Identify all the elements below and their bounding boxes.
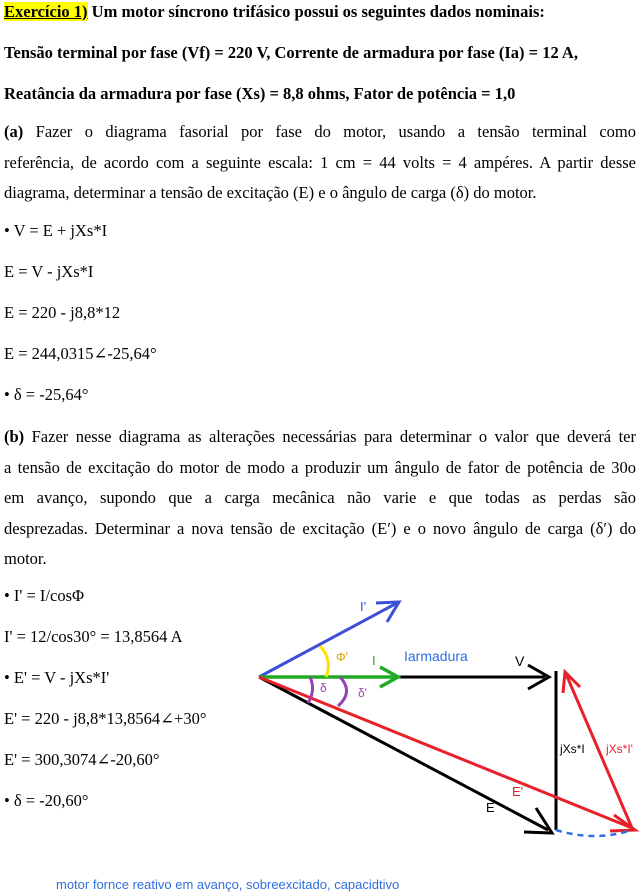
part-b-text-2: a tensão de excitação do motor de modo a produzir um ângulo de fator de potência de 30o bbox=[4, 457, 636, 477]
label-jxsi: jXs*I bbox=[560, 742, 585, 756]
exercise-label: Exercício 1) bbox=[4, 2, 88, 21]
solution-b-line-5: E' = 300,3074∠-20,60° bbox=[4, 750, 160, 769]
solution-b-line-3: • E' = V - jXs*I' bbox=[4, 668, 110, 687]
part-a-tag: (a) bbox=[4, 122, 24, 141]
part-b-text-3: em avanço, supondo que a carga mecânica não varie e que todas as perdas são bbox=[4, 488, 636, 507]
solution-a-line-1: • V = E + jXs*I bbox=[4, 221, 108, 240]
data-line-1: Tensão terminal por fase (Vf) = 220 V, Corrente de armadura por fase (Ia) = 12 A, bbox=[4, 43, 578, 62]
label-jxsi-prime: jXs*I' bbox=[606, 742, 633, 756]
exercise-title: Um motor síncrono trifásico possui os seguintes dados nominais: bbox=[87, 2, 545, 21]
solution-b-line-1: • I' = I/cosΦ bbox=[4, 586, 85, 605]
part-a-text-1: Fazer o diagrama fasorial por fase do motor, usando a tensão terminal como bbox=[35, 122, 637, 141]
phi-prime-arc bbox=[320, 646, 328, 677]
part-a-text-3: diagrama, determinar a tensão de excitação (E) e o ângulo de carga (δ) do motor. bbox=[4, 183, 537, 202]
solution-a-line-2: E = V - jXs*I bbox=[4, 262, 94, 281]
label-phi-prime: Φ' bbox=[336, 650, 348, 664]
note-text: motor fornce reativo em avanço, sobreexcitado, capacidtivo bbox=[56, 877, 400, 892]
part-a-text-2: referência, de acordo com a seguinte escala: 1 cm = 44 volts = 4 ampéres. A partir desse bbox=[4, 152, 636, 172]
label-i: I bbox=[372, 653, 376, 668]
solution-b-line-2: I' = 12/cos30° = 13,8564 A bbox=[4, 627, 183, 646]
solution-b-line-6: • δ = -20,60° bbox=[4, 791, 89, 810]
label-delta: δ bbox=[320, 681, 327, 695]
e-phasor bbox=[259, 677, 552, 833]
part-b-text-5: motor. bbox=[4, 549, 47, 568]
label-iarmadura: Iarmadura bbox=[404, 648, 468, 664]
solution-a-line-4: E = 244,0315∠-25,64° bbox=[4, 344, 157, 363]
label-e: E bbox=[486, 800, 495, 815]
solution-a-line-5: • δ = -25,64° bbox=[4, 385, 89, 404]
label-i-prime: I' bbox=[360, 599, 367, 614]
label-e-prime: E' bbox=[512, 784, 524, 799]
part-b-text-1: Fazer nesse diagrama as alterações necessárias para determinar o valor que deverá ter bbox=[24, 427, 636, 446]
label-v: V bbox=[515, 653, 525, 669]
label-delta-prime: δ' bbox=[358, 686, 367, 700]
part-b-text-4: desprezadas. Determinar a nova tensão de excitação (E′) e o novo ângulo de carga (δ′) do bbox=[4, 518, 636, 538]
part-b-tag: (b) bbox=[4, 427, 25, 446]
delta-prime-arc bbox=[338, 677, 347, 706]
solution-a-line-3: E = 220 - j8,8*12 bbox=[4, 303, 121, 322]
data-line-2: Reatância da armadura por fase (Xs) = 8,8 ohms, Fator de potência = 1,0 bbox=[4, 84, 516, 103]
solution-b-line-4: E' = 220 - j8,8*13,8564∠+30° bbox=[4, 709, 207, 728]
